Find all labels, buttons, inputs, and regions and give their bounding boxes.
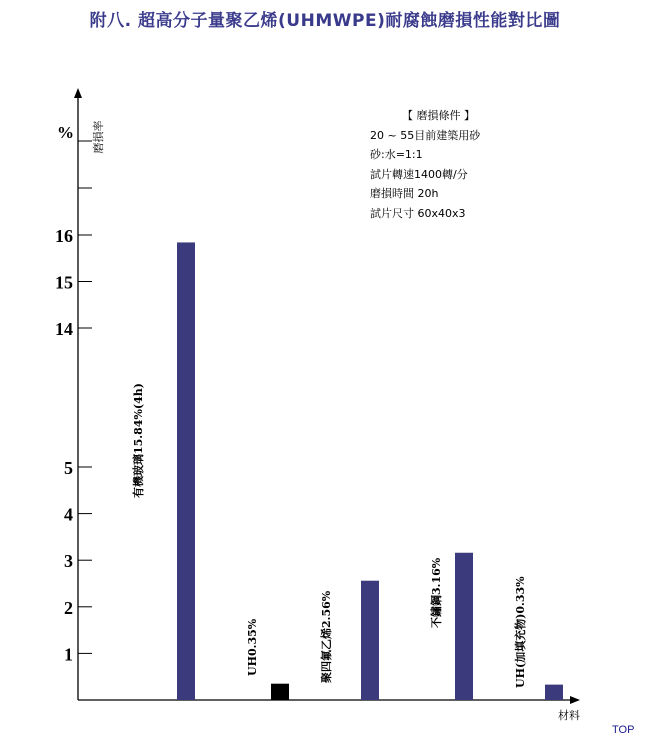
bar-label: 有機玻璃15.84%(4h) bbox=[132, 383, 145, 498]
test-conditions bbox=[370, 106, 480, 223]
page-title: 附八. 超高分子量聚乙烯(UHMWPE)耐腐蝕磨損性能對比圖 bbox=[89, 11, 561, 31]
y-axis-label: 磨損率 bbox=[92, 120, 105, 154]
y-tick-label: 5 bbox=[64, 458, 73, 478]
condition-line: 20 ~ 55目前建築用砂 bbox=[370, 128, 481, 142]
bar bbox=[177, 242, 195, 700]
y-axis-unit: % bbox=[57, 123, 74, 142]
y-tick-label: 15 bbox=[55, 272, 73, 293]
bar bbox=[455, 553, 473, 700]
y-axis-arrow bbox=[74, 88, 82, 98]
top-link[interactable]: TOP bbox=[612, 724, 635, 736]
bar-label: 不鏽鋼3.16% bbox=[430, 557, 443, 628]
y-tick-label: 2 bbox=[64, 597, 73, 618]
y-tick-label: 3 bbox=[64, 551, 73, 572]
bar bbox=[361, 581, 379, 700]
bar-label: UH(加填充物)0.33% bbox=[514, 576, 527, 688]
conditions-heading: 【 磨損條件 】 bbox=[402, 109, 475, 122]
y-tick-label: 14 bbox=[55, 319, 73, 339]
x-axis-arrow bbox=[570, 696, 580, 704]
x-axis-label: 材料 bbox=[558, 709, 580, 722]
y-tick-label: 1 bbox=[64, 644, 73, 665]
bar-label: UH0.35% bbox=[246, 618, 259, 676]
condition-line: 磨損時間 20h bbox=[370, 187, 439, 200]
bar bbox=[271, 684, 289, 700]
condition-line: 試片尺寸 60x40x3 bbox=[370, 206, 466, 220]
y-ticks bbox=[55, 226, 92, 664]
bar-label: 聚四氟乙烯2.56% bbox=[320, 590, 333, 683]
condition-line: 試片轉速1400轉/分 bbox=[370, 167, 468, 181]
bars bbox=[177, 242, 563, 700]
y-tick-label: 16 bbox=[55, 226, 73, 246]
bar bbox=[545, 685, 563, 700]
y-tick-label: 4 bbox=[64, 504, 73, 525]
condition-line: 砂:水=1:1 bbox=[370, 148, 423, 161]
